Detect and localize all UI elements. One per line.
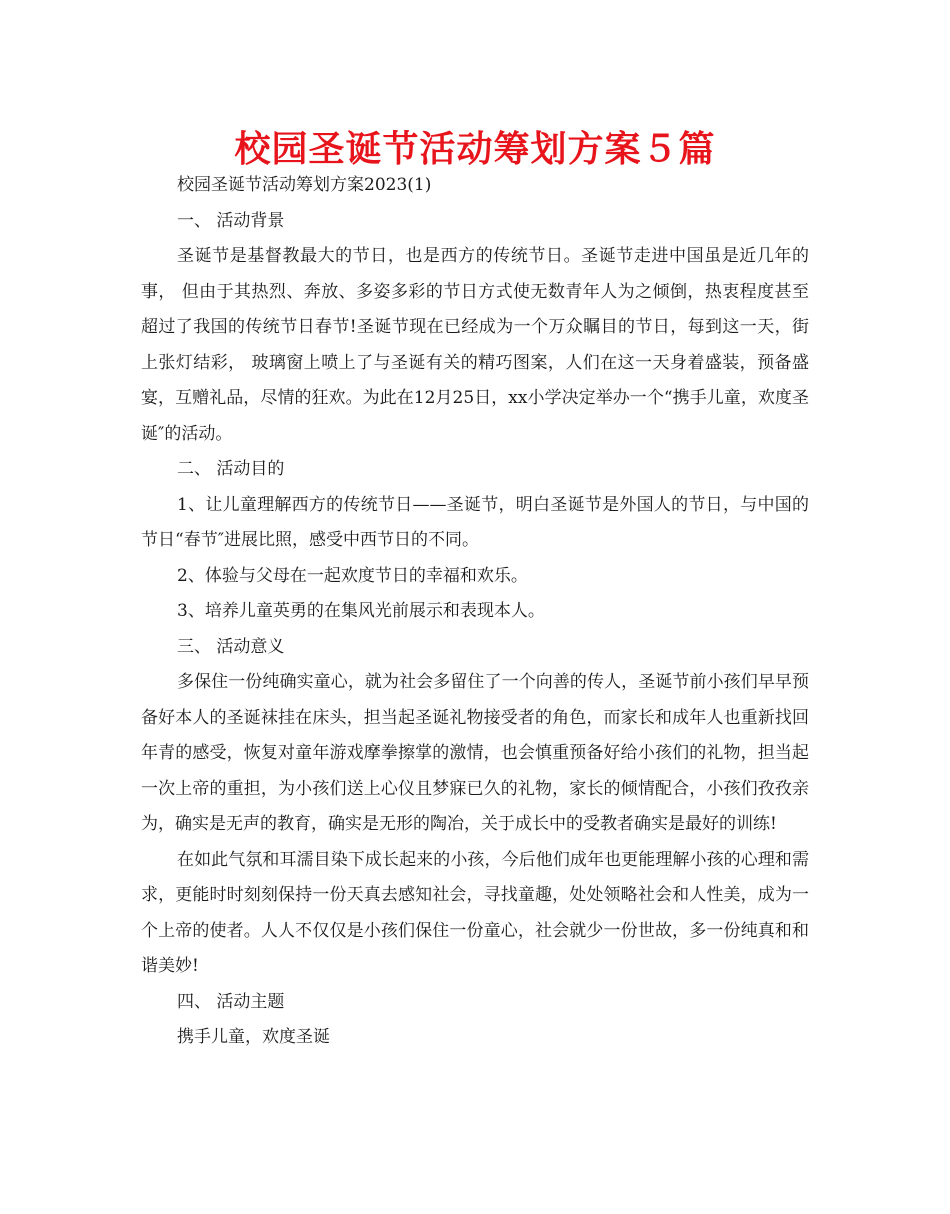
section-heading-purpose: 二、 活动目的 [177, 459, 285, 479]
document-body [141, 168, 809, 1056]
paragraph-background: 圣诞节是基督教最大的节日，也是西方的传统节日。圣诞节走进中国虽是近几年的事， 但由于其热烈、奔放、多姿多彩的节日方式使无数青年人为之倾倒，热衷程度甚至超过了我国的传统节日春节!圣诞节现在已经成为一个万众瞩目的节日，每到这一天，街上张灯结彩， 玻璃窗上喷上了与圣诞有关的精巧图案，人们在这一天身着盛装，预备盛宴，互赠礼品，尽情的狂欢。为此在12月25日，xx小学决定举办一个“携手儿童，欢度圣诞″的活动。 [141, 246, 809, 444]
section-heading-background: 一、 活动背景 [177, 210, 285, 231]
paragraph-theme: 携手儿童，欢度圣诞 [177, 1027, 330, 1047]
section-heading-significance: 三、 活动意义 [177, 636, 285, 657]
purpose-item-2: 2、体验与父母在一起欢度节日的幸福和欢乐。 [177, 565, 528, 586]
purpose-item-3: 3、培养儿童英勇的在集风光前展示和表现本人。 [177, 601, 545, 621]
section-heading-theme: 四、 活动主题 [177, 991, 285, 1012]
purpose-item-1: 1、让儿童理解西方的传统节日——圣诞节，明白圣诞节是外国人的节日，与中国的节日“春节″进展比照，感受中西节日的不同。 [141, 494, 809, 550]
document-title: 校园圣诞节活动筹划方案５篇 [234, 129, 716, 170]
paragraph-significance-2: 在如此气氛和耳濡目染下成长起来的小孩，今后他们成年也更能理解小孩的心理和需求，更能时时刻刻保持一份天真去感知社会，寻找童趣，处处领略社会和人性美，成为一个上帝的使者。人人不仅仅是小孩们保住一份童心，社会就少一份世故，多一份纯真和和谐美妙! [141, 849, 809, 976]
paragraph-significance-1: 多保住一份纯确实童心，就为社会多留住了一个向善的传人，圣诞节前小孩们早早预备好本人的圣诞袜挂在床头，担当起圣诞礼物接受者的角色，而家长和成年人也重新找回年青的感受，恢复对童年游戏摩拳擦掌的激情，也会慎重预备好给小孩们的礼物，担当起一次上帝的重担，为小孩们送上心仪且梦寐已久的礼物，家长的倾情配合，小孩们孜孜亲为，确实是无声的教育，确实是无形的陶冶，关于成长中的受教者确实是最好的训练! [141, 672, 809, 834]
document-subtitle: 校园圣诞节活动筹划方案2023(1) [177, 175, 432, 195]
